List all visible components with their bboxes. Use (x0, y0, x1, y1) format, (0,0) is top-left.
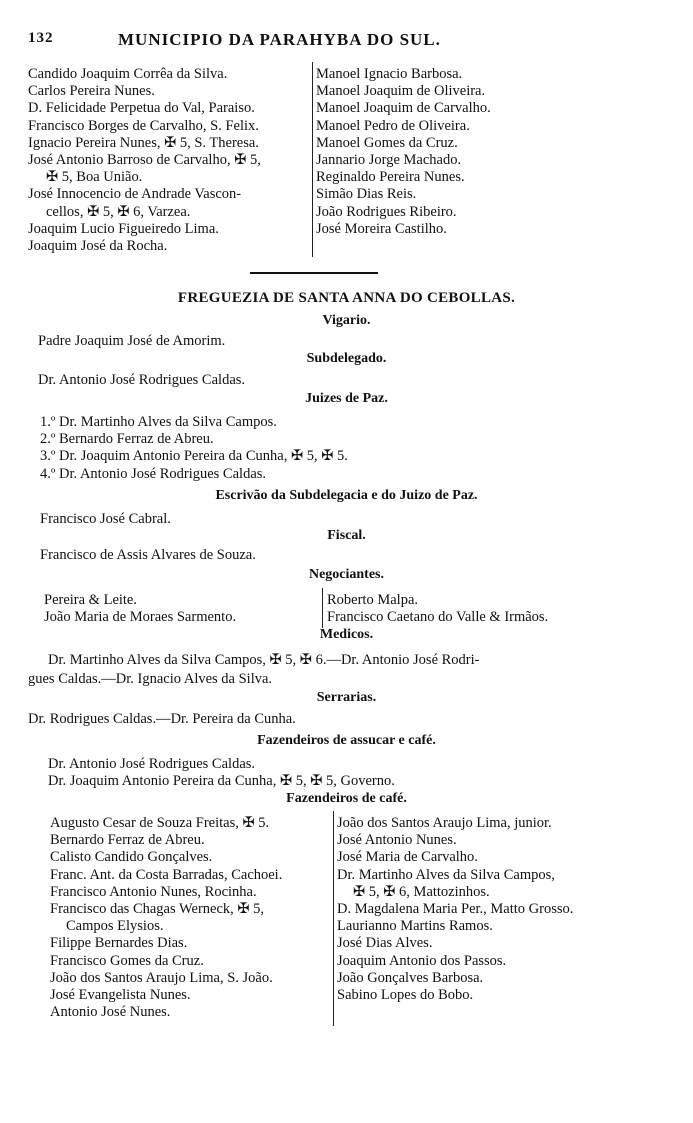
top-right-column (316, 66, 666, 238)
list-item: Francisco Borges de Carvalho, S. Felix. (28, 117, 259, 134)
list-item: Francisco Gomes da Cruz. (50, 952, 204, 969)
list-item: Joaquim Lucio Figueiredo Lima. (28, 220, 219, 237)
negociantes-right (327, 592, 667, 626)
fiscal-heading: Fiscal. (327, 528, 366, 543)
list-item: José Antonio Barroso de Carvalho, ✠ 5, (28, 151, 261, 168)
list-item: Manoel Pedro de Oliveira. (316, 117, 470, 134)
list-item: Francisco Antonio Nunes, Rocinha. (50, 883, 257, 900)
list-item: Manoel Ignacio Barbosa. (316, 66, 463, 82)
top-left-column (28, 66, 318, 255)
section-rule (250, 272, 378, 274)
escrivao-name: Francisco José Cabral. (40, 511, 171, 527)
list-item: Francisco Caetano do Valle & Irmãos. (327, 609, 549, 626)
list-item: D. Magdalena Maria Per., Matto Grosso. (337, 900, 574, 917)
list-item: Simão Dias Reis. (316, 186, 417, 203)
subdelegado-name: Dr. Antonio José Rodrigues Caldas. (38, 372, 246, 388)
list-item: Dr. Martinho Alves da Silva Campos, (337, 866, 555, 883)
list-item: Joaquim José da Rocha. (28, 237, 168, 254)
list-item: Bernardo Ferraz de Abreu. (50, 832, 205, 849)
list-item: Sabino Lopes do Bobo. (337, 986, 474, 1003)
list-item: Francisco das Chagas Werneck, ✠ 5, (50, 900, 265, 917)
list-item: João dos Santos Araujo Lima, junior. (337, 815, 552, 831)
list-item: Manoel Gomes da Cruz. (316, 134, 458, 151)
vigario-name: Padre Joaquim José de Amorim. (38, 333, 226, 349)
medicos-list (48, 652, 678, 669)
serrarias-list: Dr. Rodrigues Caldas.—Dr. Pereira da Cunha. (28, 711, 296, 727)
list-item: Dr. Martinho Alves da Silva Campos, ✠ 5, ✠ 6.—Dr. Antonio José Rodri- (48, 652, 480, 668)
list-item: Jannario Jorge Machado. (316, 151, 462, 168)
negociantes-heading: Negociantes. (308, 567, 385, 582)
list-item: gues Caldas.—Dr. Ignacio Alves da Silva. (28, 671, 273, 687)
list-item: 1.º Dr. Martinho Alves da Silva Campos. (40, 414, 277, 430)
fazendeiros-cafe-heading: Fazendeiros de café. (286, 791, 407, 806)
list-item: João Rodrigues Ribeiro. (316, 203, 457, 220)
list-item: cellos, ✠ 5, ✠ 6, Varzea. (46, 203, 191, 220)
column-divider (322, 588, 323, 628)
fazendeiros-assucar-heading: Fazendeiros de assucar e café. (257, 733, 436, 748)
serrarias-heading: Serrarias. (316, 690, 377, 705)
list-item: ✠ 5, Boa União. (46, 169, 143, 186)
juizes-heading: Juizes de Paz. (305, 391, 388, 406)
list-item: 2.º Bernardo Ferraz de Abreu. (40, 431, 214, 448)
page-title: MUNICIPIO DA PARAHYBA DO SUL. (118, 30, 441, 49)
list-item: Pereira & Leite. (44, 592, 137, 608)
fazendeiros-cafe-left (50, 815, 335, 1021)
subdelegado-heading: Subdelegado. (306, 351, 387, 366)
list-item: José Antonio Nunes. (337, 832, 457, 849)
list-item: 3.º Dr. Joaquim Antonio Pereira da Cunha, ✠ 5, ✠ 5. (40, 448, 348, 465)
list-item: Dr. Joaquim Antonio Pereira da Cunha, ✠ 5, ✠ 5, Governo. (48, 773, 395, 790)
list-item: João Gonçalves Barbosa. (337, 969, 484, 986)
list-item: Carlos Pereira Nunes. (28, 83, 155, 100)
list-item: José Innocencio de Andrade Vascon- (28, 186, 242, 203)
fazendeiros-assucar-list (48, 756, 668, 790)
list-item: Calisto Candido Gonçalves. (50, 849, 213, 866)
list-item: Manoel Joaquim de Oliveira. (316, 83, 486, 100)
list-item: José Evangelista Nunes. (50, 986, 191, 1003)
list-item: João Maria de Moraes Sarmento. (44, 609, 237, 626)
list-item: Filippe Bernardes Dias. (50, 935, 188, 952)
list-item: João dos Santos Araujo Lima, S. João. (50, 969, 273, 986)
fazendeiros-cafe-right (337, 815, 677, 1004)
vigario-heading: Vigario. (322, 313, 371, 328)
list-item: Reginaldo Pereira Nunes. (316, 169, 465, 186)
medicos-list-cont (28, 671, 658, 688)
list-item: D. Felicidade Perpetua do Val, Paraiso. (28, 100, 255, 117)
list-item: Campos Elysios. (66, 918, 164, 935)
list-item: José Maria de Carvalho. (337, 849, 478, 866)
list-item: Manoel Joaquim de Carvalho. (316, 100, 491, 117)
list-item: 4.º Dr. Antonio José Rodrigues Caldas. (40, 465, 267, 482)
list-item: Augusto Cesar de Souza Freitas, ✠ 5. (50, 815, 270, 831)
list-item: Candido Joaquim Corrêa da Silva. (28, 66, 228, 82)
medicos-heading: Medicos. (319, 627, 374, 642)
page-number: 132 (28, 30, 54, 46)
list-item: Joaquim Antonio dos Passos. (337, 952, 507, 969)
list-item: Dr. Antonio José Rodrigues Caldas. (48, 756, 256, 772)
negociantes-left (44, 592, 324, 626)
list-item: Antonio José Nunes. (50, 1004, 171, 1021)
column-divider (333, 811, 334, 1026)
parish-title: FREGUEZIA DE SANTA ANNA DO CEBOLLAS. (177, 290, 516, 306)
escrivao-heading: Escrivão da Subdelegacia e do Juizo de Paz. (215, 488, 478, 503)
list-item: Franc. Ant. da Costa Barradas, Cachoei. (50, 866, 283, 883)
juizes-list (40, 414, 640, 483)
fiscal-name: Francisco de Assis Alvares de Souza. (40, 547, 256, 563)
list-item: Ignacio Pereira Nunes, ✠ 5, S. Theresa. (28, 134, 259, 151)
list-item: Roberto Malpa. (327, 592, 419, 608)
list-item: ✠ 5, ✠ 6, Mattozinhos. (353, 883, 490, 900)
list-item: Laurianno Martins Ramos. (337, 918, 493, 935)
list-item: José Dias Alves. (337, 935, 433, 952)
column-divider (312, 62, 313, 257)
list-item: José Moreira Castilho. (316, 220, 447, 237)
